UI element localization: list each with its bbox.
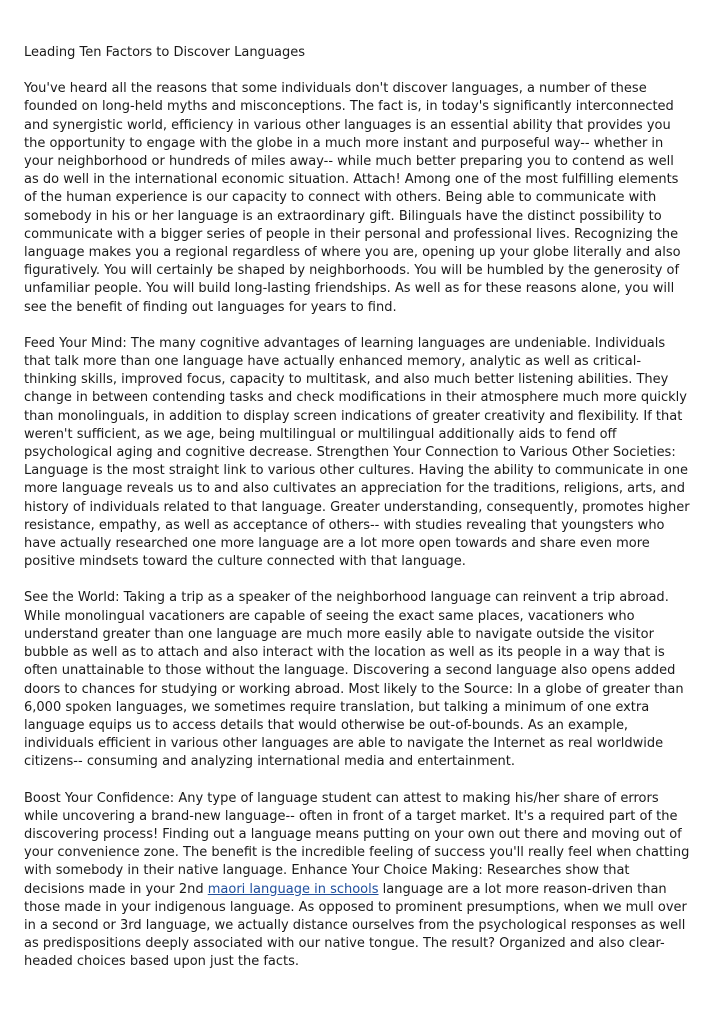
paragraph-text-before-link: Boost Your Confidence: Any type of language student can attest to making his/her share of errors while uncovering a brand-new language-- often in front of a target market. It's a required part of the discovering process! Finding out a language means putting on your own out there and moving out of your convenience zone. The benefit is the incredible feeling of success you'll really feel when chatting with somebody in their native language. Enhance Your Choice Making: Researches show that decisions made in your 2nd: [24, 790, 690, 897]
paragraph-boost-confidence: [24, 790, 692, 972]
paragraph-intro: You've heard all the reasons that some individuals don't discover languages, a number of these founded on long-held myths and misconceptions. The fact is, in today's significantly interconnected and synergistic world, efficiency in various other languages is an essential ability that provides you the opportunity to engage with the globe in a much more instant and purposeful way-- whether in your neighborhood or hundreds of miles away-- while much better preparing you to contend as well as do well in the international economic situation. Attach! Among one of the most fulfilling elements of the human experience is our capacity to connect with others. Being able to communicate with somebody in his or her language is an extraordinary gift. Bilinguals have the distinct possibility to communicate with a bigger series of people in their personal and professional lives. Recognizing the language makes you a regional regardless of where you are, opening up your globe literally and also figuratively. You will certainly be shaped by neighborhoods. You will be humbled by the generosity of unfamiliar people. You will build long-lasting friendships. As well as for these reasons alone, you will see the benefit of finding out languages for years to find.: [24, 81, 681, 315]
paragraph-text-after-link: language are a lot more reason-driven than those made in your indigenous language. As opposed to prominent presumptions, when we mull over in a second or 3rd language, we actually distance ourselves from the psychological responses as well as predispositions deeply associated with our native tongue. The result? Organized and also clear-headed choices based upon just the facts.: [24, 881, 687, 970]
paragraph-see-the-world: See the World: Taking a trip as a speaker of the neighborhood language can reinvent a trip abroad. While monolingual vacationers are capable of seeing the exact same places, vacationers who understand greater than one language are much more easily able to navigate outside the visitor bubble as well as to attach and also interact with the location as well as its people in a way that is often unattainable to those without the language. Discovering a second language also opens added doors to chances for studying or working abroad. Most likely to the Source: In a globe of greater than 6,000 spoken languages, we sometimes require translation, but talking a minimum of one extra language equips us to access details that would otherwise be out-of-bounds. As an example, individuals efficient in various other languages are able to navigate the Internet as real worldwide citizens-- consuming and analyzing international media and entertainment.: [24, 590, 684, 770]
maori-language-link[interactable]: maori language in schools: [207, 881, 379, 897]
paragraph-feed-your-mind: Feed Your Mind: The many cognitive advantages of learning languages are undeniable. Individuals that talk more than one language have actually enhanced memory, analytic as well as critical-thinking skills, improved focus, capacity to multitask, and also much better listening abilities. They change in between contending tasks and check modifications in their atmosphere much more quickly than monolinguals, in addition to display screen indications of greater creativity and flexibility. If that weren't sufficient, as we age, being multilingual or multilingual additionally aids to fend off psychological aging and cognitive decrease. Strengthen Your Connection to Various Other Societies: Language is the most straight link to various other cultures. Having the ability to communicate in one more language reveals us to and also cultivates an appreciation for the traditions, religions, arts, and history of individuals related to that language. Greater understanding, consequently, promotes higher resistance, empathy, as well as acceptance of others-- with studies revealing that youngsters who have actually researched one more language are a lot more open towards and share even more positive mindsets toward the culture connected with that language.: [24, 335, 690, 570]
document-title: Leading Ten Factors to Discover Languages: [24, 45, 306, 60]
